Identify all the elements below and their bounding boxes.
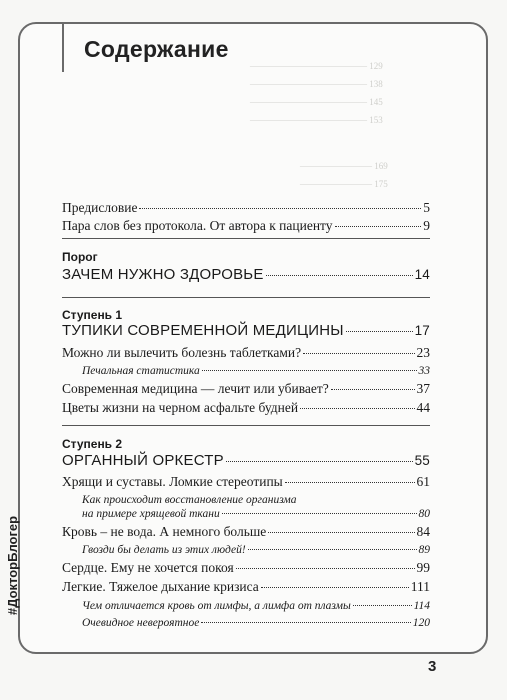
section-label: Порог bbox=[62, 250, 98, 264]
leader-dots bbox=[202, 370, 417, 371]
leader-dots bbox=[139, 208, 421, 209]
toc-entry[interactable]: Можно ли вылечить болезнь таблетками? 23 bbox=[62, 345, 430, 360]
toc-subentry[interactable]: Очевидное невероятное 120 bbox=[82, 617, 430, 629]
section-divider bbox=[62, 238, 430, 239]
leader-dots bbox=[248, 549, 417, 550]
title-rule bbox=[62, 22, 64, 72]
toc-entry[interactable]: Пара слов без протокола. От автора к пациенту 9 bbox=[62, 218, 430, 233]
toc-entry[interactable]: Кровь – не вода. А немного больше 84 bbox=[62, 524, 430, 539]
leader-dots bbox=[222, 513, 417, 514]
section-heading[interactable]: ТУПИКИ СОВРЕМЕННОЙ МЕДИЦИНЫ 17 bbox=[62, 322, 430, 339]
leader-dots bbox=[353, 605, 412, 606]
side-hashtag: #ДокторБлогер bbox=[5, 515, 21, 615]
toc-subentry[interactable]: на примере хрящевой ткани 80 bbox=[82, 508, 430, 520]
toc-subentry[interactable]: Чем отличается кровь от лимфы, а лимфа от плазмы 114 bbox=[82, 600, 430, 612]
section-heading[interactable]: ЗАЧЕМ НУЖНО ЗДОРОВЬЕ 14 bbox=[62, 266, 430, 283]
leader-dots bbox=[285, 482, 415, 483]
section-divider bbox=[62, 297, 430, 298]
toc-entry[interactable]: Современная медицина — лечит или убивает? 37 bbox=[62, 381, 430, 396]
leader-dots bbox=[346, 331, 413, 332]
leader-dots bbox=[300, 408, 414, 409]
page-title: Содержание bbox=[84, 36, 229, 62]
section-heading[interactable]: ОРГАННЫЙ ОРКЕСТР 55 bbox=[62, 452, 430, 469]
section-divider bbox=[62, 425, 430, 426]
section-label: Ступень 2 bbox=[62, 437, 123, 451]
leader-dots bbox=[201, 622, 410, 623]
toc-subentry[interactable]: Гвозди бы делать из этих людей! 89 bbox=[82, 544, 430, 556]
toc-entry[interactable]: Предисловие 5 bbox=[62, 200, 430, 215]
toc-entry[interactable]: Легкие. Тяжелое дыхание кризиса 111 bbox=[62, 579, 430, 594]
toc-entry[interactable]: Сердце. Ему не хочется покоя 99 bbox=[62, 560, 430, 575]
toc-entry[interactable]: Цветы жизни на черном асфальте будней 44 bbox=[62, 400, 430, 415]
toc-subentry[interactable]: Как происходит восстановление организма bbox=[82, 494, 297, 506]
toc-entry[interactable]: Хрящи и суставы. Ломкие стереотипы 61 bbox=[62, 474, 430, 489]
leader-dots bbox=[335, 226, 422, 227]
leader-dots bbox=[331, 389, 415, 390]
page-number: 3 bbox=[428, 658, 437, 675]
leader-dots bbox=[226, 461, 413, 462]
leader-dots bbox=[261, 587, 409, 588]
toc-subentry[interactable]: Печальная статистика 33 bbox=[82, 365, 430, 377]
leader-dots bbox=[236, 568, 415, 569]
section-label: Ступень 1 bbox=[62, 308, 123, 322]
leader-dots bbox=[266, 275, 413, 276]
leader-dots bbox=[303, 353, 414, 354]
leader-dots bbox=[268, 532, 414, 533]
